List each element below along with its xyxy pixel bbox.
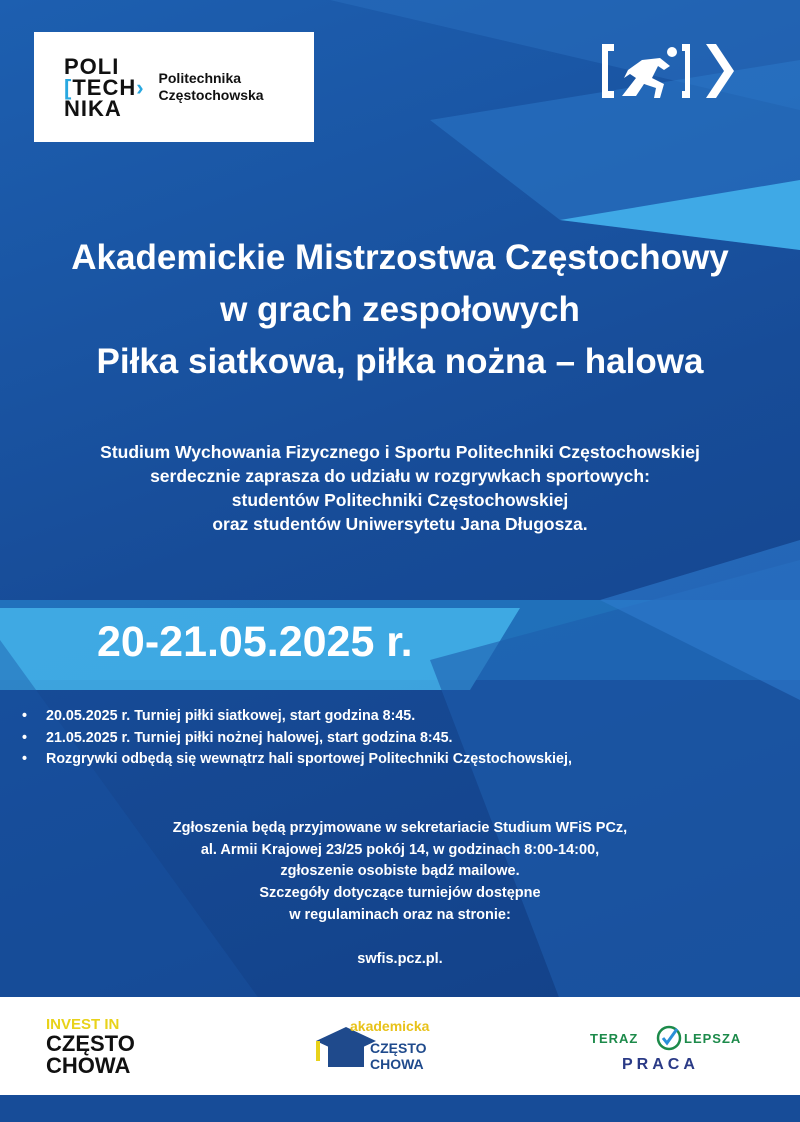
schedule-item: • Rozgrywki odbędą się wewnątrz hali sportowej Politechniki Częstochowskiej, <box>22 749 572 771</box>
invitation-text <box>0 440 800 536</box>
registration-line-2: al. Armii Krajowej 23/25 pokój 14, w godzinach 8:00-14:00, <box>200 841 600 858</box>
teraz-left-text: TERAZ <box>590 1031 639 1046</box>
logo-line-2: [TECH› <box>64 74 145 100</box>
university-name-line-1: Politechnika <box>158 70 242 86</box>
politechnika-mark <box>64 53 145 121</box>
website-link[interactable]: swfis.pcz.pl. <box>357 950 443 967</box>
invest-in-czestochowa-logo <box>44 1015 164 1075</box>
registration-info <box>0 818 800 970</box>
invest-top-text: INVEST IN <box>46 1016 120 1033</box>
title-line-1: Akademickie Mistrzostwa Częstochowy <box>71 238 729 277</box>
registration-line-4: Szczegóły dotyczące turniejów dostępne <box>259 885 541 902</box>
event-date: 20-21.05.2025 r. <box>97 618 413 666</box>
intro-line-1: Studium Wychowania Fizycznego i Sportu Politechniki Częstochowskiej <box>100 442 700 462</box>
intro-line-4: oraz studentów Uniwersytetu Jana Długosza. <box>212 514 588 534</box>
registration-line-1: Zgłoszenia będą przyjmowane w sekretariacie Studium WFiS PCz, <box>172 820 628 836</box>
university-logo <box>34 32 314 142</box>
schedule-item: • 20.05.2025 r. Turniej piłki siatkowej, start godzina 8:45. <box>22 706 572 728</box>
teraz-bottom-text: PRACA <box>622 1056 699 1073</box>
university-name-line-2: Częstochowska <box>158 87 264 103</box>
logo-line-3: NIKA <box>64 95 122 121</box>
logo-line-1: POLI <box>64 53 120 79</box>
akad-line-1: CZĘSTO <box>370 1040 427 1056</box>
registration-line-3: zgłoszenie osobiste bądź mailowe. <box>280 863 520 880</box>
event-title <box>0 232 800 388</box>
akad-top-text: akademicka <box>350 1018 430 1034</box>
akad-line-2: CHOWA <box>370 1056 424 1072</box>
teraz-right-text: LEPSZA <box>684 1031 742 1046</box>
invest-line-1: CZĘSTO <box>46 1031 135 1056</box>
title-line-2: w grach zespołowych <box>220 290 580 329</box>
university-name <box>159 70 264 104</box>
schedule-list <box>22 706 572 771</box>
akademicka-czestochowa-logo <box>312 1011 452 1081</box>
teraz-lepsza-praca-logo <box>590 1017 760 1077</box>
intro-line-3: studentów Politechniki Częstochowskiej <box>231 490 569 510</box>
sponsor-footer <box>0 997 800 1095</box>
intro-line-2: serdecznie zaprasza do udziału w rozgrywkach sportowych: <box>150 466 650 486</box>
invest-line-2: CHOWA <box>46 1053 131 1075</box>
logo-line-2-text: TECH <box>72 74 137 100</box>
title-line-3: Piłka siatkowa, piłka nożna – halowa <box>96 342 704 381</box>
schedule-item: • 21.05.2025 r. Turniej piłki nożnej halowej, start godzina 8:45. <box>22 728 572 750</box>
runner-bracket-icon <box>598 40 740 102</box>
registration-line-5: w regulaminach oraz na stronie: <box>289 906 511 923</box>
